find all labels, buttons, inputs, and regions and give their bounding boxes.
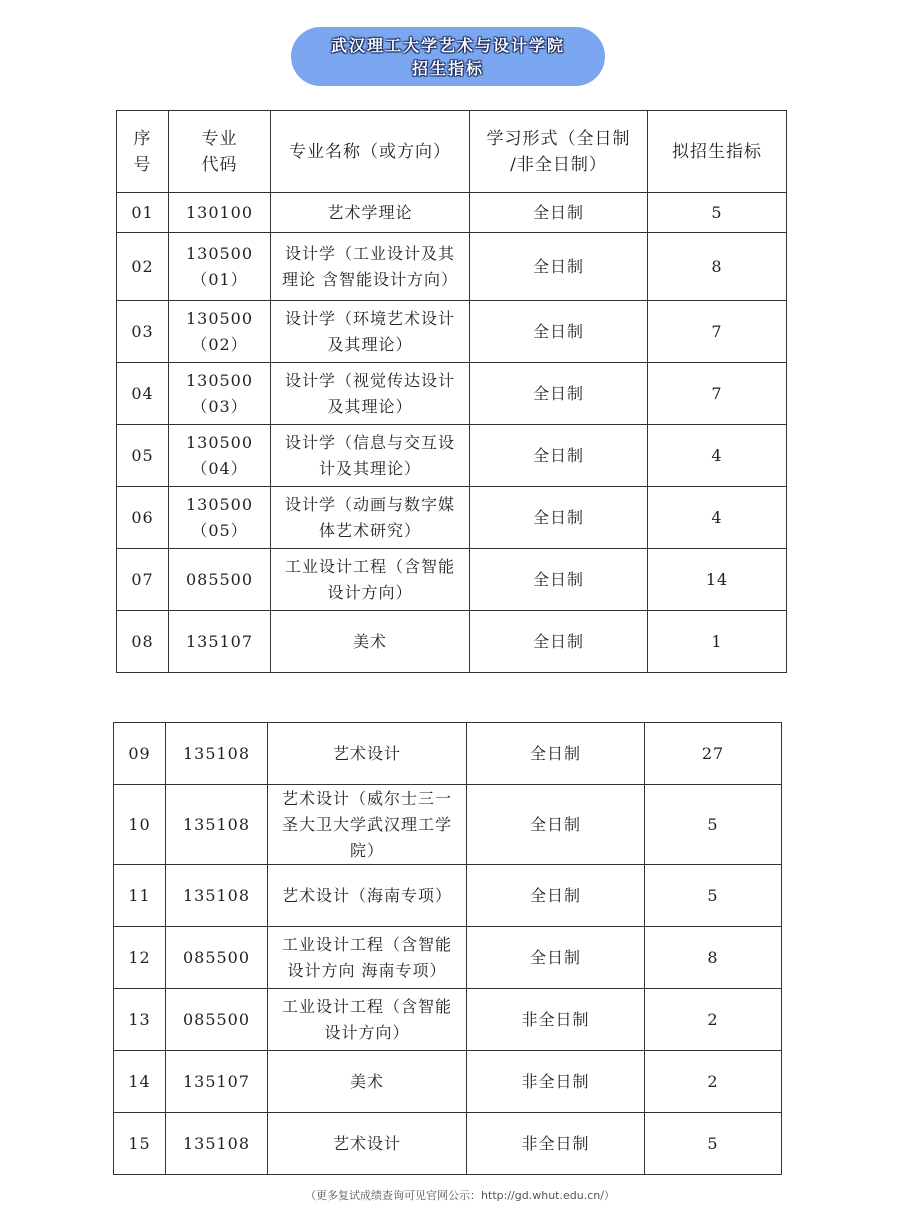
cell-study-mode: 全日制 [470,193,648,233]
header-name: 专业名称（或方向） [271,111,470,193]
table-row [117,363,787,425]
cell-study-mode: 全日制 [467,865,645,927]
table-row [114,723,782,785]
cell-code: 130500 （02） [169,301,271,363]
cell-study-mode: 全日制 [470,363,648,425]
cell-seq: 01 [117,193,169,233]
cell-study-mode: 非全日制 [467,1113,645,1175]
cell-seq: 05 [117,425,169,487]
cell-major-name: 工业设计工程（含智能 设计方向 海南专项） [268,927,467,989]
quota-table-part1 [116,110,787,673]
cell-code: 130100 [169,193,271,233]
header-code: 专业 代码 [169,111,271,193]
table-row [117,549,787,611]
cell-code: 135107 [169,611,271,673]
cell-seq: 06 [117,487,169,549]
cell-major-name: 设计学（工业设计及其 理论 含智能设计方向） [271,233,470,301]
table-row [117,487,787,549]
cell-major-name: 设计学（动画与数字媒 体艺术研究） [271,487,470,549]
cell-major-name: 美术 [271,611,470,673]
table-row [114,1113,782,1175]
cell-seq: 14 [114,1051,166,1113]
cell-study-mode: 全日制 [467,927,645,989]
cell-code: 085500 [166,927,268,989]
table-row [117,425,787,487]
cell-quota: 8 [648,233,787,301]
cell-seq: 10 [114,785,166,865]
cell-seq: 08 [117,611,169,673]
table-row [117,611,787,673]
cell-code: 130500 （05） [169,487,271,549]
header-mode: 学习形式（全日制 /非全日制） [470,111,648,193]
cell-study-mode: 全日制 [467,785,645,865]
cell-quota: 5 [645,865,782,927]
table-row [114,785,782,865]
title-banner [291,27,605,86]
cell-seq: 02 [117,233,169,301]
cell-major-name: 设计学（视觉传达设计 及其理论） [271,363,470,425]
cell-quota: 4 [648,425,787,487]
cell-quota: 2 [645,989,782,1051]
cell-quota: 5 [645,1113,782,1175]
cell-code: 135108 [166,1113,268,1175]
quota-table-part2 [113,722,782,1175]
cell-quota: 5 [645,785,782,865]
cell-major-name: 设计学（环境艺术设计 及其理论） [271,301,470,363]
cell-code: 135108 [166,785,268,865]
cell-study-mode: 全日制 [470,611,648,673]
cell-major-name: 工业设计工程（含智能 设计方向） [271,549,470,611]
cell-major-name: 美术 [268,1051,467,1113]
cell-major-name: 艺术设计 [268,723,467,785]
cell-study-mode: 全日制 [470,301,648,363]
cell-quota: 1 [648,611,787,673]
cell-study-mode: 全日制 [467,723,645,785]
table-row [114,1051,782,1113]
cell-code: 135108 [166,865,268,927]
cell-seq: 07 [117,549,169,611]
cell-code: 135107 [166,1051,268,1113]
table-row [114,989,782,1051]
cell-code: 130500 （01） [169,233,271,301]
cell-quota: 2 [645,1051,782,1113]
cell-seq: 03 [117,301,169,363]
footer-note: （更多复试成绩查询可见官网公示：http://gd.whut.edu.cn/） [305,1189,615,1202]
cell-seq: 13 [114,989,166,1051]
cell-code: 085500 [169,549,271,611]
cell-study-mode: 全日制 [470,425,648,487]
cell-seq: 04 [117,363,169,425]
cell-seq: 09 [114,723,166,785]
table-row [114,865,782,927]
cell-major-name: 艺术设计（海南专项） [268,865,467,927]
cell-quota: 27 [645,723,782,785]
cell-study-mode: 全日制 [470,233,648,301]
cell-code: 135108 [166,723,268,785]
banner-title: 武汉理工大学艺术与设计学院 [330,35,565,55]
cell-quota: 14 [648,549,787,611]
table-row [114,927,782,989]
cell-quota: 7 [648,363,787,425]
cell-quota: 8 [645,927,782,989]
cell-major-name: 艺术设计（威尔士三一 圣大卫大学武汉理工学 院） [268,785,467,865]
cell-study-mode: 全日制 [470,549,648,611]
banner-subtitle: 招生指标 [411,58,484,78]
cell-seq: 15 [114,1113,166,1175]
table-row [117,233,787,301]
cell-major-name: 工业设计工程（含智能 设计方向） [268,989,467,1051]
cell-code: 085500 [166,989,268,1051]
cell-major-name: 艺术学理论 [271,193,470,233]
cell-major-name: 艺术设计 [268,1113,467,1175]
cell-quota: 5 [648,193,787,233]
table-row [117,301,787,363]
cell-study-mode: 非全日制 [467,1051,645,1113]
cell-code: 130500 （04） [169,425,271,487]
cell-code: 130500 （03） [169,363,271,425]
header-seq: 序 号 [117,111,169,193]
cell-study-mode: 全日制 [470,487,648,549]
header-row [117,111,787,193]
cell-study-mode: 非全日制 [467,989,645,1051]
cell-major-name: 设计学（信息与交互设 计及其理论） [271,425,470,487]
header-quota: 拟招生指标 [648,111,787,193]
cell-seq: 11 [114,865,166,927]
cell-seq: 12 [114,927,166,989]
cell-quota: 4 [648,487,787,549]
cell-quota: 7 [648,301,787,363]
table-row [117,193,787,233]
